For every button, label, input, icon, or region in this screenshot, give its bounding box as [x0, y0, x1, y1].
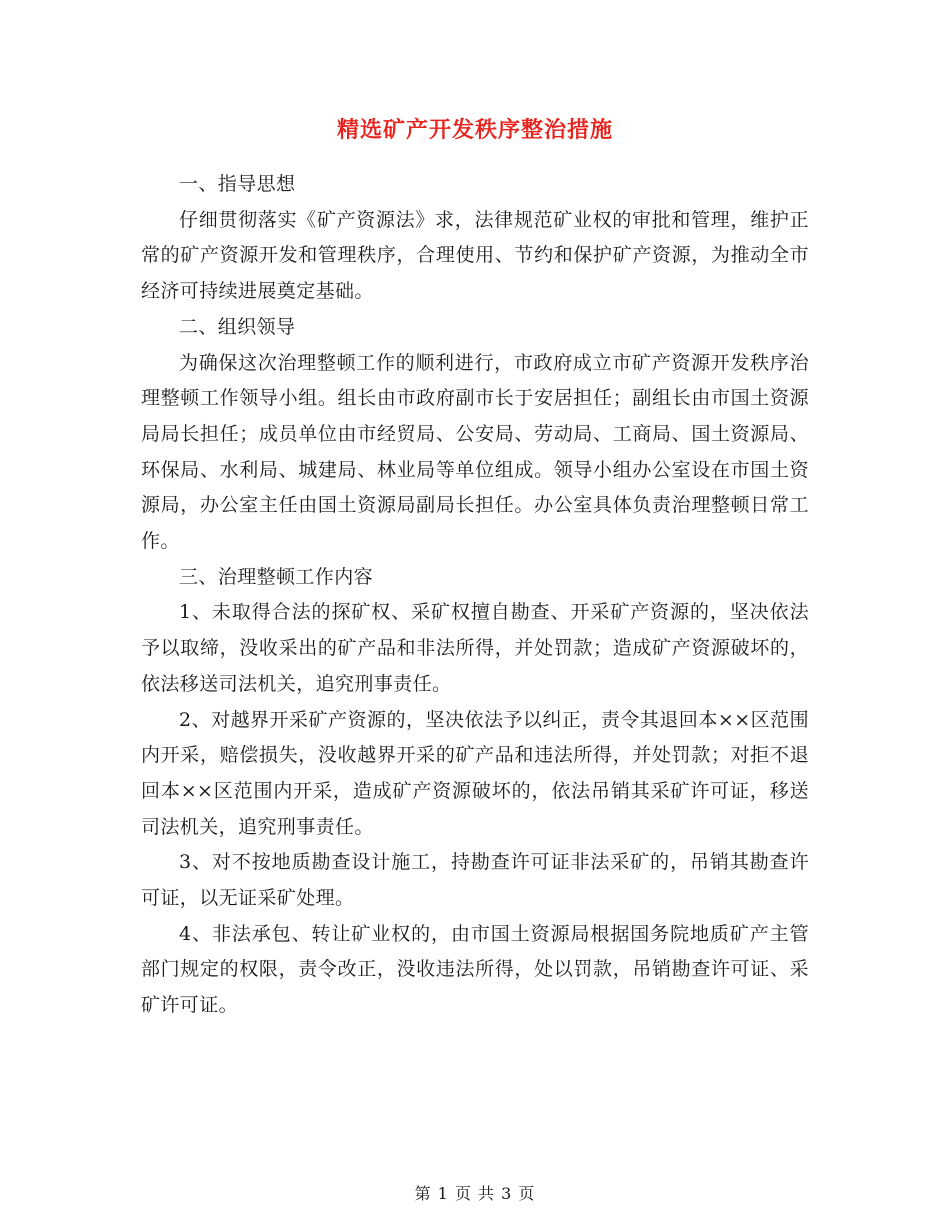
paragraph-item-2: 2、对越界开采矿产资源的，坚决依法予以纠正，责令其退回本××区范围内开采，赔偿损失，没收越界开采的矿产品和违法所得，并处罚款；对拒不退回本××区范围内开采，造成矿产资源破坏的，依法吊销其采矿许可证，移送司法机关，追究刑事责任。 [141, 708, 809, 838]
document-body [141, 167, 809, 1024]
paragraph-organization: 为确保这次治理整顿工作的顺利进行，市政府成立市矿产资源开发秩序治理整顿工作领导小组。组长由市政府副市长于安居担任；副组长由市国土资源局局长担任；成员单位由市经贸局、公安局、劳动局、工商局、国土资源局、环保局、水利局、城建局、林业局等单位组成。领导小组办公室设在市国土资源局，办公室主任由国土资源局副局长担任。办公室具体负责治理整顿日常工作。 [141, 351, 809, 553]
paragraph-item-4: 4、非法承包、转让矿业权的，由市国土资源局根据国务院地质矿产主管部门规定的权限，责令改正，没收违法所得，处以罚款，吊销勘查许可证、采矿许可证。 [141, 922, 809, 1017]
paragraph-item-3: 3、对不按地质勘查设计施工，持勘查许可证非法采矿的，吊销其勘查许可证，以无证采矿处理。 [141, 851, 809, 910]
section-heading-organization: 二、组织领导 [179, 315, 296, 338]
page-number-footer: 第 1 页 共 3 页 [414, 1184, 536, 1203]
document-title: 精选矿产开发秩序整治措施 [336, 117, 613, 143]
section-heading-work-content: 三、治理整顿工作内容 [179, 565, 374, 588]
paragraph-item-1: 1、未取得合法的探矿权、采矿权擅自勘查、开采矿产资源的，坚决依法予以取缔，没收采出的矿产品和非法所得，并处罚款；造成矿产资源破坏的，依法移送司法机关，追究刑事责任。 [141, 601, 809, 695]
paragraph-guiding-ideology: 仔细贯彻落实《矿产资源法》求，法律规范矿业权的审批和管理，维护正常的矿产资源开发和管理秩序，合理使用、节约和保护矿产资源，为推动全市经济可持续进展奠定基础。 [141, 208, 809, 303]
section-heading-guiding-ideology: 一、指导思想 [179, 173, 296, 195]
